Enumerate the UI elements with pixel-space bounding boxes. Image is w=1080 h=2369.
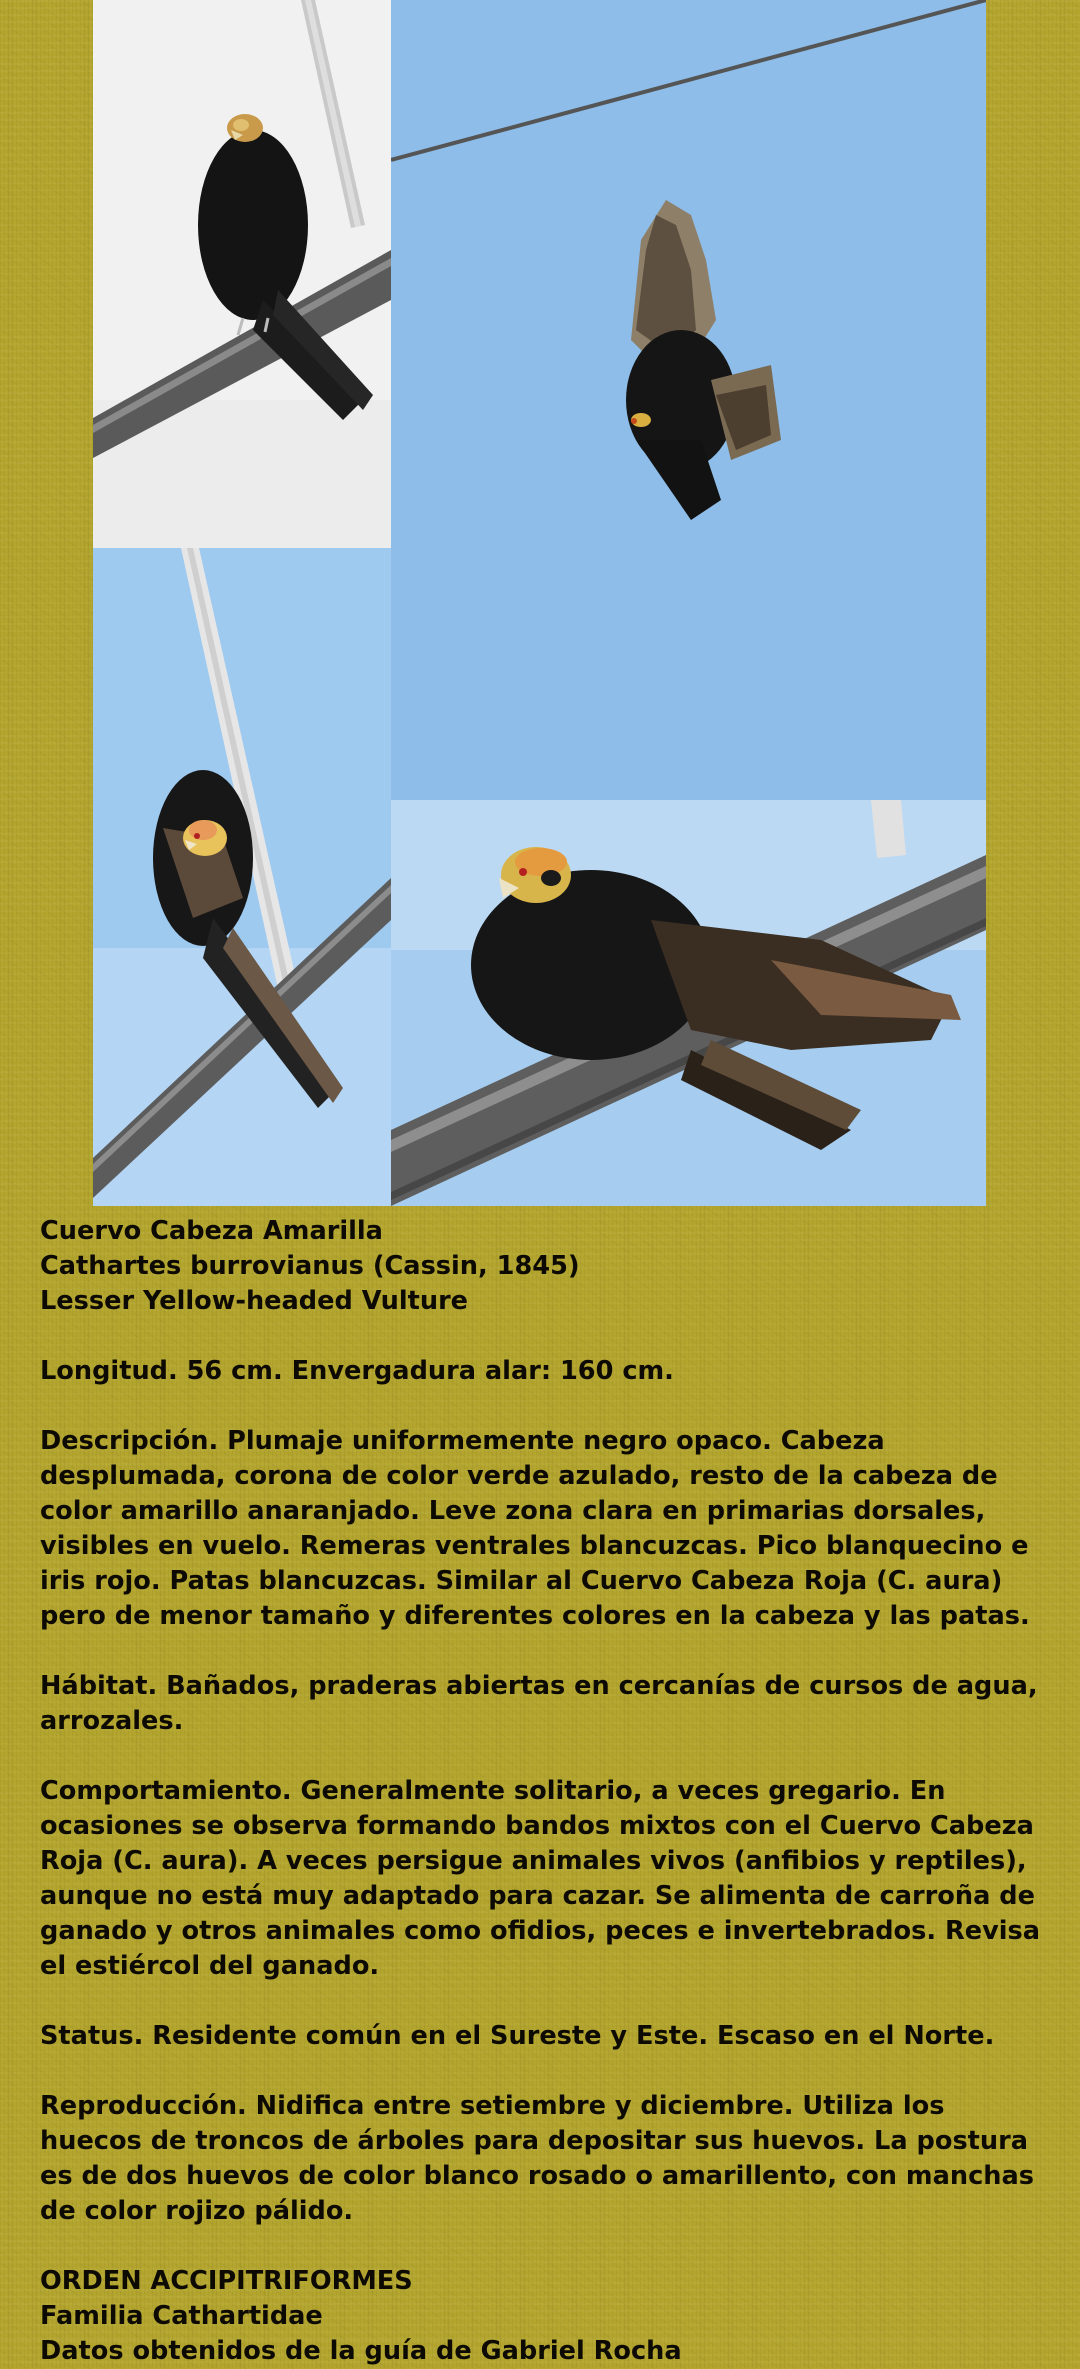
english-name: Lesser Yellow-headed Vulture (40, 1286, 469, 1316)
reproduction-paragraph: Reproducción. Nidifica entre setiembre y diciembre. Utiliza los huecos de troncos de árboles para depositar sus huevos. La postura es de dos huevos de color blanco rosado o amarillento, con manchas de color rojizo pálido. (40, 2091, 1034, 2226)
measurements: Longitud. 56 cm. Envergadura alar: 160 cm. (40, 1356, 674, 1386)
photo-perched-vulture-blue-sky (93, 548, 391, 1206)
behavior-paragraph: Comportamiento. Generalmente solitario, a veces gregario. En ocasiones se observa formando bandos mixtos con el Cuervo Cabeza Roja (C. aura). A veces persigue animales vivos (anfibios y reptiles), aunque no está muy adaptado para cazar. Se alimenta de carroña de ganado y otros animales como ofidios, peces e invertebrados. Revisa el estiércol del ganado. (40, 1776, 1041, 1981)
habitat-paragraph: Hábitat. Bañados, praderas abiertas en cercanías de cursos de agua, arrozales. (40, 1671, 1038, 1736)
source-credit: Datos obtenidos de la guía de Gabriel Rocha (40, 2336, 682, 2366)
scientific-name: Cathartes burrovianus (Cassin, 1845) (40, 1251, 580, 1281)
photo-perched-vulture-overcast (93, 0, 391, 548)
photo-closeup-vulture-yellow-head (391, 800, 986, 1206)
common-name: Cuervo Cabeza Amarilla (40, 1216, 383, 1246)
status-paragraph: Status. Residente común en el Sureste y Este. Escaso en el Norte. (40, 2021, 995, 2051)
photo-flying-vulture (391, 0, 986, 800)
species-info (40, 1214, 1050, 2369)
family-label: Familia Cathartidae (40, 2301, 323, 2331)
order-label: ORDEN ACCIPITRIFORMES (40, 2266, 413, 2296)
description-paragraph: Descripción. Plumaje uniformemente negro opaco. Cabeza desplumada, corona de color verde azulado, resto de la cabeza de color amarillo anaranjado. Leve zona clara en primarias dorsales, visibles en vuelo. Remeras ventrales blancuzcas. Pico blanquecino e iris rojo. Patas blancuzcas. Similar al Cuervo Cabeza Roja (C. aura) pero de menor tamaño y diferentes colores en la cabeza y las patas. (40, 1426, 1030, 1631)
